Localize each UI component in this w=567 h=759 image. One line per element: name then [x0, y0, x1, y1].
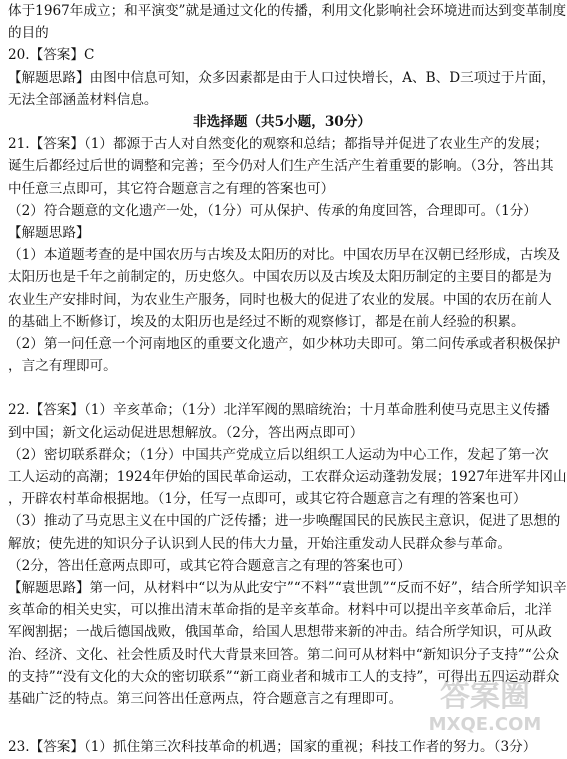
spacer [8, 377, 556, 399]
text-line: 诞生后都经过后世的调整和完善；至今仍对人们生产生活产生着重要的影响。（3分，答出其 [8, 158, 554, 175]
text-line: （2）密切联系群众；（1分）中国共产党成立后以组织工人运动为中心工作，发起了第一次 [8, 446, 549, 463]
text-line: 【解题思路】第一问，从材料中“以为从此安宁”“不料”“袁世凯”“反而不好”，结合所学知识辛 [8, 580, 567, 597]
text-line: 【解题思路】由图中信息可知，众多因素都是由于人口过快增长，A、B、D三项过于片面， [8, 69, 556, 86]
answer-line: 20.【答案】C [8, 47, 95, 64]
text-line: （3）推动了马克思主义在中国的广泛传播；进一步唤醒国民的民族民主意识，促进了思想的 [8, 513, 561, 530]
text-line: （1）本道题考查的是中国农历与古埃及太阳历的对比。中国农历早在汉朝已经形成，古埃及 [8, 247, 561, 264]
watermark-text-top: 答案圈 [440, 679, 530, 714]
text-line: 【解题思路】 [8, 225, 90, 242]
text-line: 太阳历也是千年之前制定的，历史悠久。中国农历以及古埃及太阳历制定的主要目的都是为 [8, 269, 552, 286]
text-line: 无法全部涵盖材料信息。 [8, 91, 158, 108]
text-line: 治、经济、文化、社会性质及时代大背景来回答。第二问可从材料中“新知识分子支持”“公众 [8, 646, 560, 663]
section-heading: 非选择题（共5小题，30分） [193, 114, 371, 131]
text-line: （2）符合题意的文化遗产一处，（1分）可从保护、传承的角度回答，合理即可。（1分） [8, 202, 537, 219]
text-line: 到中国；新文化运动促进思想解放。（2分，答出两点即可） [8, 424, 364, 441]
text-line: 体于1967年成立；和平演变”就是通过文化的传播，利用文化影响社会环境进而达到变革制度 [8, 3, 567, 19]
text-line: ，开辟农村革命根据地。（1分，任写一点即可，或其它符合题意言之有理的答案也可） [8, 491, 527, 508]
text-line: ，言之有理即可。 [8, 358, 117, 375]
text-line: （2）第一问任意一个河南地区的重要文化遗产，如少林功夫即可。第二问传承或者积极保护 [8, 336, 561, 353]
text-line: 工人运动的高潮；1924年伊始的国民革命运动，工农群众运动蓬勃发展；1927年进军井冈山 [8, 469, 567, 486]
spacer [8, 710, 556, 736]
text-line: 的基础上不断修订，埃及的太阳历也是经过不断的观察修订，都是在前人经验的积累。 [8, 313, 525, 330]
answer-content [8, 0, 567, 759]
answer-line: 23.【答案】（1）抓住第三次科技革命的机遇；国家的重视；科技工作者的努力。（3分） [8, 739, 537, 756]
text-line: 亥革命的相关史实，可以推出清末革命指的是辛亥革命。材料中可以提出辛亥革命后，北洋 [8, 602, 552, 619]
answer-line: 21.【答案】（1）都源于古人对自然变化的观察和总结；都指导并促进了农业生产的发展； [8, 136, 549, 153]
text-line: 解放；使先进的知识分子认识到人民的伟大力量，开始注重发动人民群众参与革命。 [8, 535, 511, 552]
text-line: 中任意三点即可，其它符合题意言之有理的答案也可） [8, 180, 335, 197]
text-line: 的支持”“没有文化的大众的密切联系”“新工商业者和城市工人的支持”，可得出五四运动群众 [8, 668, 560, 685]
answer-line: 22.【答案】（1）辛亥革命；（1分）北洋军阀的黑暗统治；十月革命胜利使马克思主义传播 [8, 402, 550, 419]
text-line: （2分，答出任意两点即可，或其它符合题意言之有理的答案也可） [8, 557, 411, 574]
text-line: 基础广泛的特点。第三问答出任意两点，符合题意言之有理即可。 [8, 691, 403, 708]
watermark-text-bottom: MXQE.COM [428, 714, 542, 735]
text-line: 军阀割据；一战后德国战败，俄国革命，给国人思想带来新的冲击。结合所学知识，可从政 [8, 624, 552, 641]
text-line: 的目的 [8, 25, 49, 42]
text-line: 农业生产安排时间，为农业生产服务，同时也极大的促进了农业的发展。中国的农历在前人 [8, 291, 552, 308]
